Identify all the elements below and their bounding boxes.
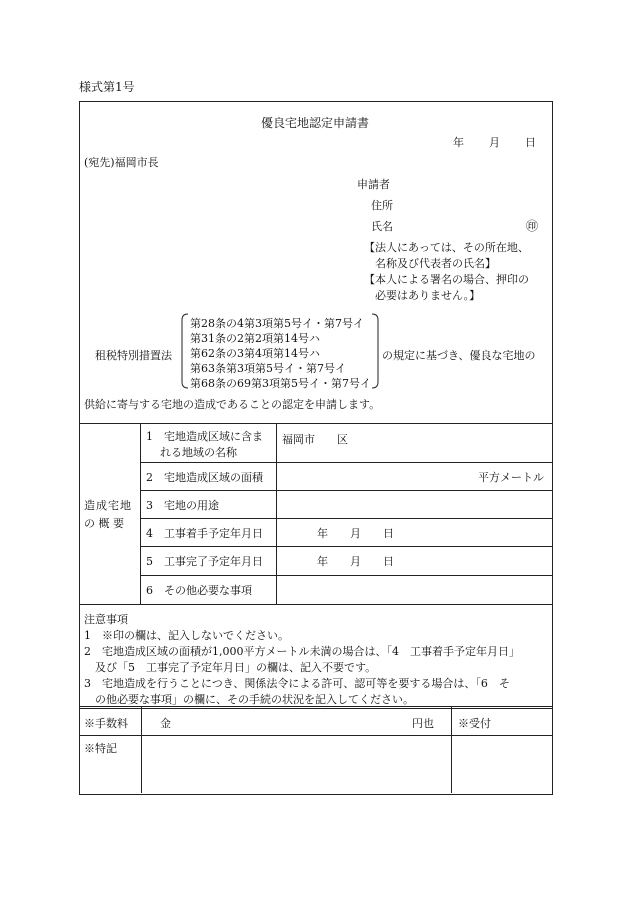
fee-unit: 円也 [412,717,434,730]
applicant-note-corporate-2: 名称及び代表者の氏名】 [375,257,496,270]
applicant-note-signature-2: 必要はありません。】 [375,289,481,302]
divider [140,462,552,463]
row4-date: 年 月 日 [317,527,394,540]
law-suffix: の規定に基づき、優良な宅地の [382,349,536,362]
law-article-2: 第31条の2第2項第14号ハ [190,332,320,345]
row2-unit: 平方メートル [478,471,544,484]
left-brace-icon [180,313,190,389]
law-article-1: 第28条の4第3項第5号イ・第7号イ [190,317,364,330]
overview-label-2: の 概 要 [84,517,124,530]
row5-date: 年 月 日 [317,555,394,568]
note-line-5: の他必要な事項」の欄に、その手続の状況を記入してください。 [84,693,414,706]
row2-label: 2 宅地造成区域の面積 [146,471,263,484]
divider [79,708,552,709]
date-year-label: 年 [453,136,464,149]
applicant-address-label: 住所 [371,199,393,212]
divider [276,423,277,604]
divider [140,518,552,519]
note-line-4: 3 宅地造成を行うことにつき、関係法令による許可、認可等を要する場合は、「6 そ [84,677,510,690]
divider [140,490,552,491]
notes-heading: 注意事項 [84,613,128,626]
addressee: (宛先)福岡市長 [84,156,159,169]
row3-label: 3 宅地の用途 [146,499,219,512]
divider [79,604,552,605]
form-title: 優良宅地認定申請書 [260,116,369,130]
date-day-label: 日 [525,136,536,149]
law-name: 租税特別措置法 [95,349,172,362]
law-article-4: 第63条第3項第5号イ・第7号イ [190,362,346,375]
divider [79,706,552,707]
row1-label-2: れる地域の名称 [160,446,237,459]
applicant-note-corporate-1: 【法人にあっては、その所在地、 [364,241,529,254]
divider [141,707,142,793]
divider [140,546,552,547]
note-line-1: 1 ※印の欄は、記入しないでください。 [84,629,289,642]
note-line-2: 2 宅地造成区域の面積が1,000平方メートル未満の場合は、「4 工事着手予定年月日」 [84,645,520,658]
divider [140,423,141,604]
right-brace-icon [370,313,380,389]
note-line-3: 及び「5 工事完了予定年月日」の欄は、記入不要です。 [84,661,377,674]
divider [451,707,452,793]
form-number: 様式第1号 [79,80,135,94]
row5-label: 5 工事完了予定年月日 [146,555,263,568]
law-article-5: 第68条の69第3項第5号イ・第7号イ [190,377,371,390]
row4-label: 4 工事着手予定年月日 [146,527,263,540]
row6-label: 6 その他必要な事項 [146,584,252,597]
applicant-note-signature-1: 【本人による署名の場合、押印の [364,273,529,286]
date-month-label: 月 [489,136,500,149]
overview-label-1: 造成宅地 [84,499,132,512]
divider [79,735,552,736]
applicant-name-label: 氏名 [371,220,393,233]
applicant-heading: 申請者 [357,178,390,191]
receipt-label: ※受付 [458,717,491,730]
fee-label: ※手数料 [84,717,128,730]
law-article-3: 第62条の3第4項第14号ハ [190,347,320,360]
row1-label-1: 1 宅地造成区域に含ま [146,430,263,443]
divider [140,575,552,576]
remarks-label: ※特記 [84,742,117,755]
row1-value: 福岡市 区 [282,433,348,446]
fee-currency: 金 [160,717,171,730]
seal-mark-icon: ㊞ [526,219,539,233]
law-continuation: 供給に寄与する宅地の造成であることの認定を申請します。 [84,398,381,411]
divider [79,423,552,424]
